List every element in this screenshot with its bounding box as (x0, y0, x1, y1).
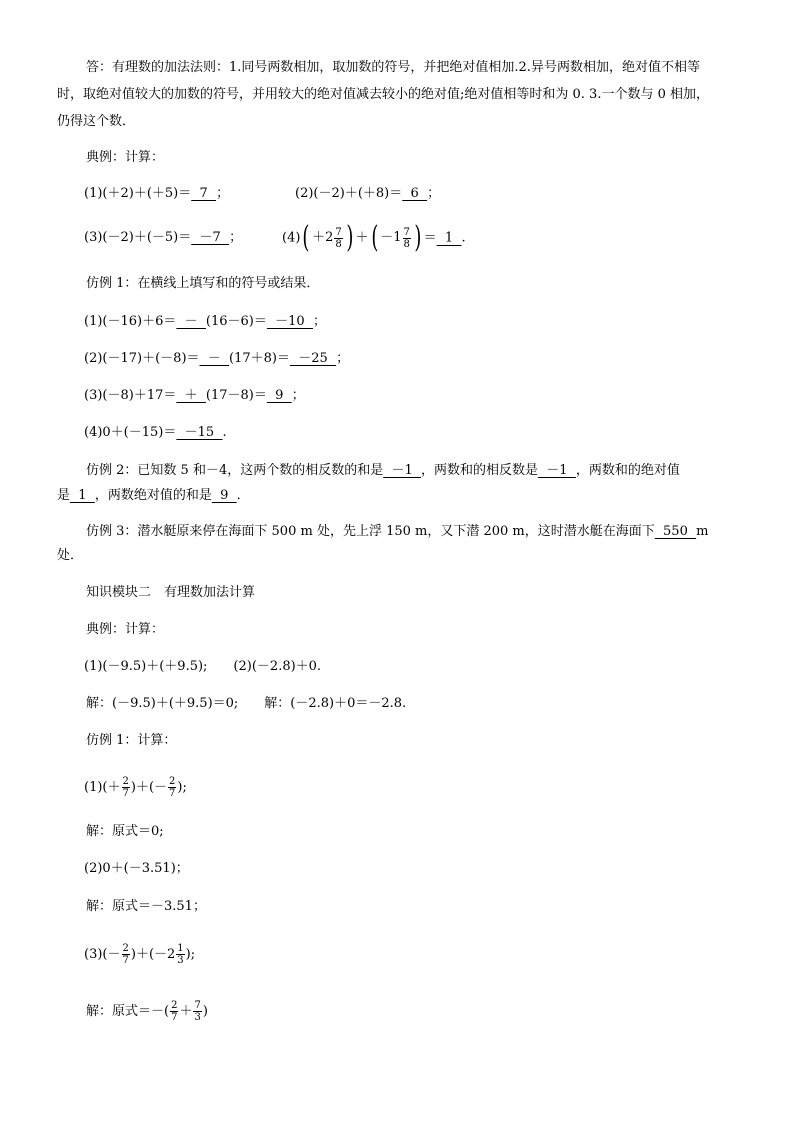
m2q3-frac1 (122, 943, 130, 966)
m2a3-frac1 (170, 1000, 178, 1023)
fl2-p2: ，两数和的相反数是 (421, 463, 539, 478)
fl2-blank-2: －1 (538, 463, 576, 478)
paren-right: ) (346, 220, 354, 255)
r1-c: (16－6)＝ (205, 314, 267, 329)
fl2-p4: 是 (57, 488, 71, 503)
m2q3-d2: 3 (177, 955, 184, 966)
q1-end: ； (216, 186, 230, 201)
fl2-p6: ． (236, 488, 250, 503)
r2-blank-1: － (199, 351, 230, 366)
m2q1-d1: 7 (122, 788, 129, 799)
fl2-p1: 仿例 2：已知数 5 和－4，这两个数的相反数的和是 (86, 463, 384, 478)
q4-end: . (461, 230, 466, 246)
m2q1-d2: 7 (169, 788, 176, 799)
m2q3-d1: 7 (122, 955, 129, 966)
module-2-example-heading: 典例：计算： (86, 622, 165, 637)
imitate-3-line-1 (86, 522, 708, 542)
fl2-p3: ，两数和的绝对值 (575, 463, 680, 478)
example-row-1b (295, 184, 440, 204)
r1-blank-1: － (176, 314, 206, 329)
r1-blank-2: －10 (266, 314, 313, 329)
r2-end: ； (336, 351, 350, 366)
m2q1-c: ); (177, 780, 187, 795)
r4-a: (4)0＋(－15)＝ (84, 425, 177, 440)
m2a3-a: 解：原式＝－( (86, 1004, 170, 1019)
r3-end: ； (291, 388, 305, 403)
q3-answer: －7 (191, 230, 230, 245)
m2q3-frac2 (176, 943, 184, 966)
q1-answer: 7 (191, 186, 217, 201)
q4-den1: 8 (335, 238, 342, 250)
paren-left: ( (302, 220, 310, 255)
fl2-blank-1: －1 (383, 463, 422, 478)
answer-line-1: 答：有理数的加法法则：1.同号两数相加，取加数的符号，并把绝对值相加.2.异号两数相加，绝对值不相等 (86, 60, 700, 75)
module-2-a1: 解：原式＝0; (86, 824, 164, 839)
module-2-q2: (2)0＋(－3.51)； (84, 861, 189, 876)
q4-int1: ＋2 (312, 230, 334, 245)
imitate-1-row-2 (84, 349, 349, 369)
m2q3-a: (3)(－ (84, 947, 121, 962)
fl3-p2: m (696, 524, 709, 539)
q4-prefix: (4) (282, 230, 301, 246)
q4-eq: ＝ (423, 230, 437, 246)
m2q3-c: ); (185, 947, 196, 962)
fl2-p5: ，两数绝对值的和是 (94, 488, 212, 503)
m2q1-a: (1)(＋ (84, 780, 121, 795)
q4-frac2 (403, 227, 411, 250)
q1-text: (1)(＋2)＋(＋5)＝ (84, 186, 192, 201)
imitate-1-heading: 仿例 1：在横线上填写和的符号或结果． (86, 276, 320, 291)
paren-left-2: ( (370, 220, 378, 255)
example-row-2b (282, 214, 466, 263)
m2q1-frac1 (122, 776, 130, 799)
q4-num1: 7 (335, 226, 342, 238)
q3-text: (3)(－2)＋(－5)＝ (84, 230, 192, 245)
m2a3-d1: 7 (171, 1012, 178, 1023)
r2-c: (17＋8)＝ (229, 351, 291, 366)
q4-den2: 8 (403, 238, 410, 250)
q4-num2: 7 (403, 226, 410, 238)
answer-line-3: 仍得这个数． (57, 114, 136, 129)
m2a3-n1: 2 (171, 1000, 178, 1011)
paren-right-2: ) (414, 220, 422, 255)
m2a3-d2: 3 (194, 1012, 201, 1023)
r4-end: . (222, 425, 227, 440)
r3-blank-2: 9 (266, 388, 292, 403)
r2-a: (2)(－17)＋(－8)＝ (84, 351, 200, 366)
imitate-2-line-2 (57, 486, 250, 506)
m2q3-b: )＋(－2 (130, 947, 176, 962)
module-2-heading: 知识模块二 有理数加法计算 (86, 585, 256, 600)
example-heading: 典例：计算： (86, 150, 165, 165)
module-2-example-question: (1)(－9.5)＋(＋9.5); (2)(－2.8)＋0. (84, 659, 322, 674)
r1-a: (1)(－16)＋6＝ (84, 314, 177, 329)
imitate-3-line-2: 处． (57, 548, 84, 563)
r3-a: (3)(－8)＋17＝ (84, 388, 177, 403)
m2q1-frac2 (168, 776, 176, 799)
module-2-example-answer: 解：(－9.5)＋(＋9.5)＝0; 解：(－2.8)＋0＝－2.8. (86, 696, 407, 711)
m2a3-n2: 7 (194, 1000, 201, 1011)
imitate-1-row-1 (84, 312, 326, 332)
q2-answer: 6 (402, 186, 428, 201)
m2q1-n1: 2 (122, 776, 129, 787)
q2-end: ； (427, 186, 441, 201)
module-2-a2: 解：原式＝－3.51； (86, 899, 206, 914)
imitate-1-row-3 (84, 386, 305, 406)
m2q1-b: )＋(－ (130, 780, 168, 795)
m2a3-frac2 (193, 1000, 201, 1023)
example-row-1 (84, 184, 229, 204)
module-2-q3 (84, 937, 195, 973)
module-2-imitate-heading: 仿例 1：计算： (86, 733, 177, 748)
m2q3-n2: 1 (177, 943, 184, 954)
fl2-blank-3: 1 (70, 488, 95, 503)
q4-plus: ＋ (355, 230, 369, 246)
m2q3-n1: 2 (122, 943, 129, 954)
module-2-q1 (84, 770, 187, 806)
r2-blank-2: －25 (290, 351, 337, 366)
fl3-p1: 仿例 3：潜水艇原来停在海面下 500 m 处，先上浮 150 m，又下潜 200 m，这时潜水艇在海面下 (86, 524, 655, 539)
m2a3-c: ) (202, 1004, 208, 1019)
q4-int2: －1 (380, 230, 402, 245)
imitate-2-line-1 (86, 461, 680, 481)
example-row-2 (84, 228, 242, 248)
r1-end: ； (312, 314, 326, 329)
r3-c: (17－8)＝ (205, 388, 267, 403)
q2-text: (2)(－2)＋(＋8)＝ (295, 186, 403, 201)
m2q1-n2: 2 (169, 776, 176, 787)
imitate-1-row-4 (84, 423, 227, 443)
q4-answer: 1 (436, 230, 462, 246)
q4-frac1 (334, 227, 342, 250)
module-2-a3 (86, 994, 208, 1030)
r3-blank-1: ＋ (176, 388, 206, 403)
m2a3-b: ＋ (179, 1004, 193, 1019)
fl2-blank-4: 9 (211, 488, 237, 503)
q3-end: ； (229, 230, 243, 245)
fl3-blank-1: 550 (654, 524, 697, 539)
answer-line-2: 时，取绝对值较大的加数的符号，并用较大的绝对值减去较小的绝对值;绝对值相等时和为 0. 3.一个数与 0 相加， (57, 87, 709, 102)
r4-blank-1: －15 (176, 425, 223, 440)
